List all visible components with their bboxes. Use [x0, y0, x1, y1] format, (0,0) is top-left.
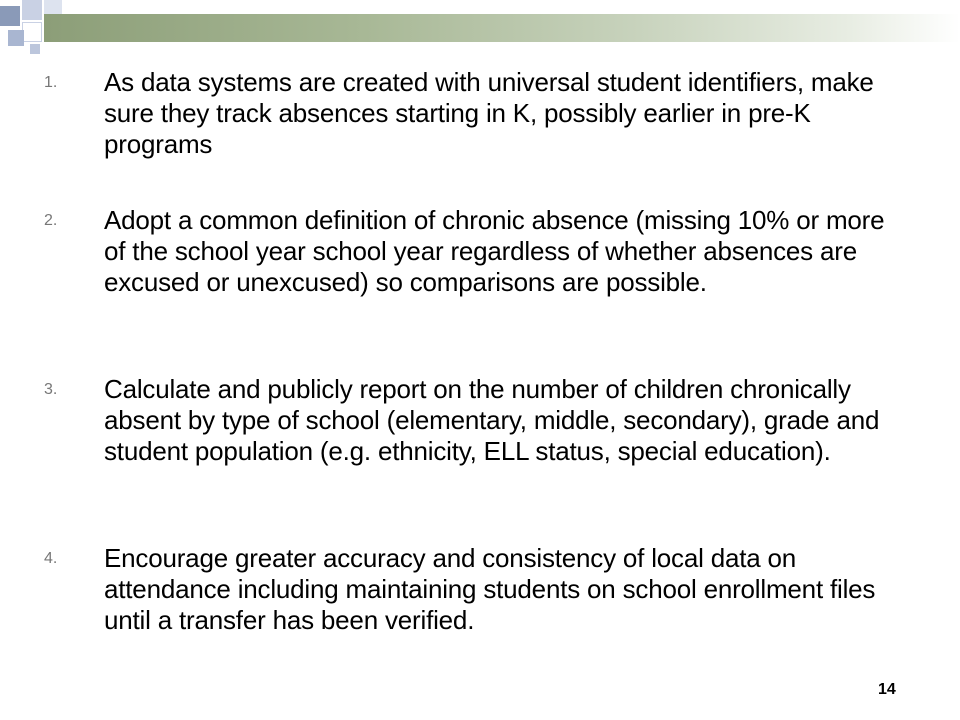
- list-item-number: 2.: [44, 212, 58, 229]
- list-item-text: Calculate and publicly report on the number of children chronically absent by type of school (elementary, middle, secondary), grade and student population (e.g. ethnicity, ELL status, special education).: [104, 374, 880, 466]
- list-item-text: As data systems are created with universal student identifiers, make sure they track absences starting in K, possibly earlier in pre-K programs: [104, 67, 874, 159]
- list-item-number: 1.: [44, 74, 58, 91]
- list-item-text: Adopt a common definition of chronic absence (missing 10% or more of the school year school year regardless of whether absences are excused or unexcused) so comparisons are possible.: [104, 205, 885, 297]
- list-item-text: Encourage greater accuracy and consistency of local data on attendance including maintaining students on school enrollment files until a transfer has been verified.: [104, 543, 876, 635]
- page-number: 14: [878, 681, 896, 698]
- list-item-number: 4.: [44, 550, 58, 567]
- list-item-number: 3.: [44, 381, 58, 398]
